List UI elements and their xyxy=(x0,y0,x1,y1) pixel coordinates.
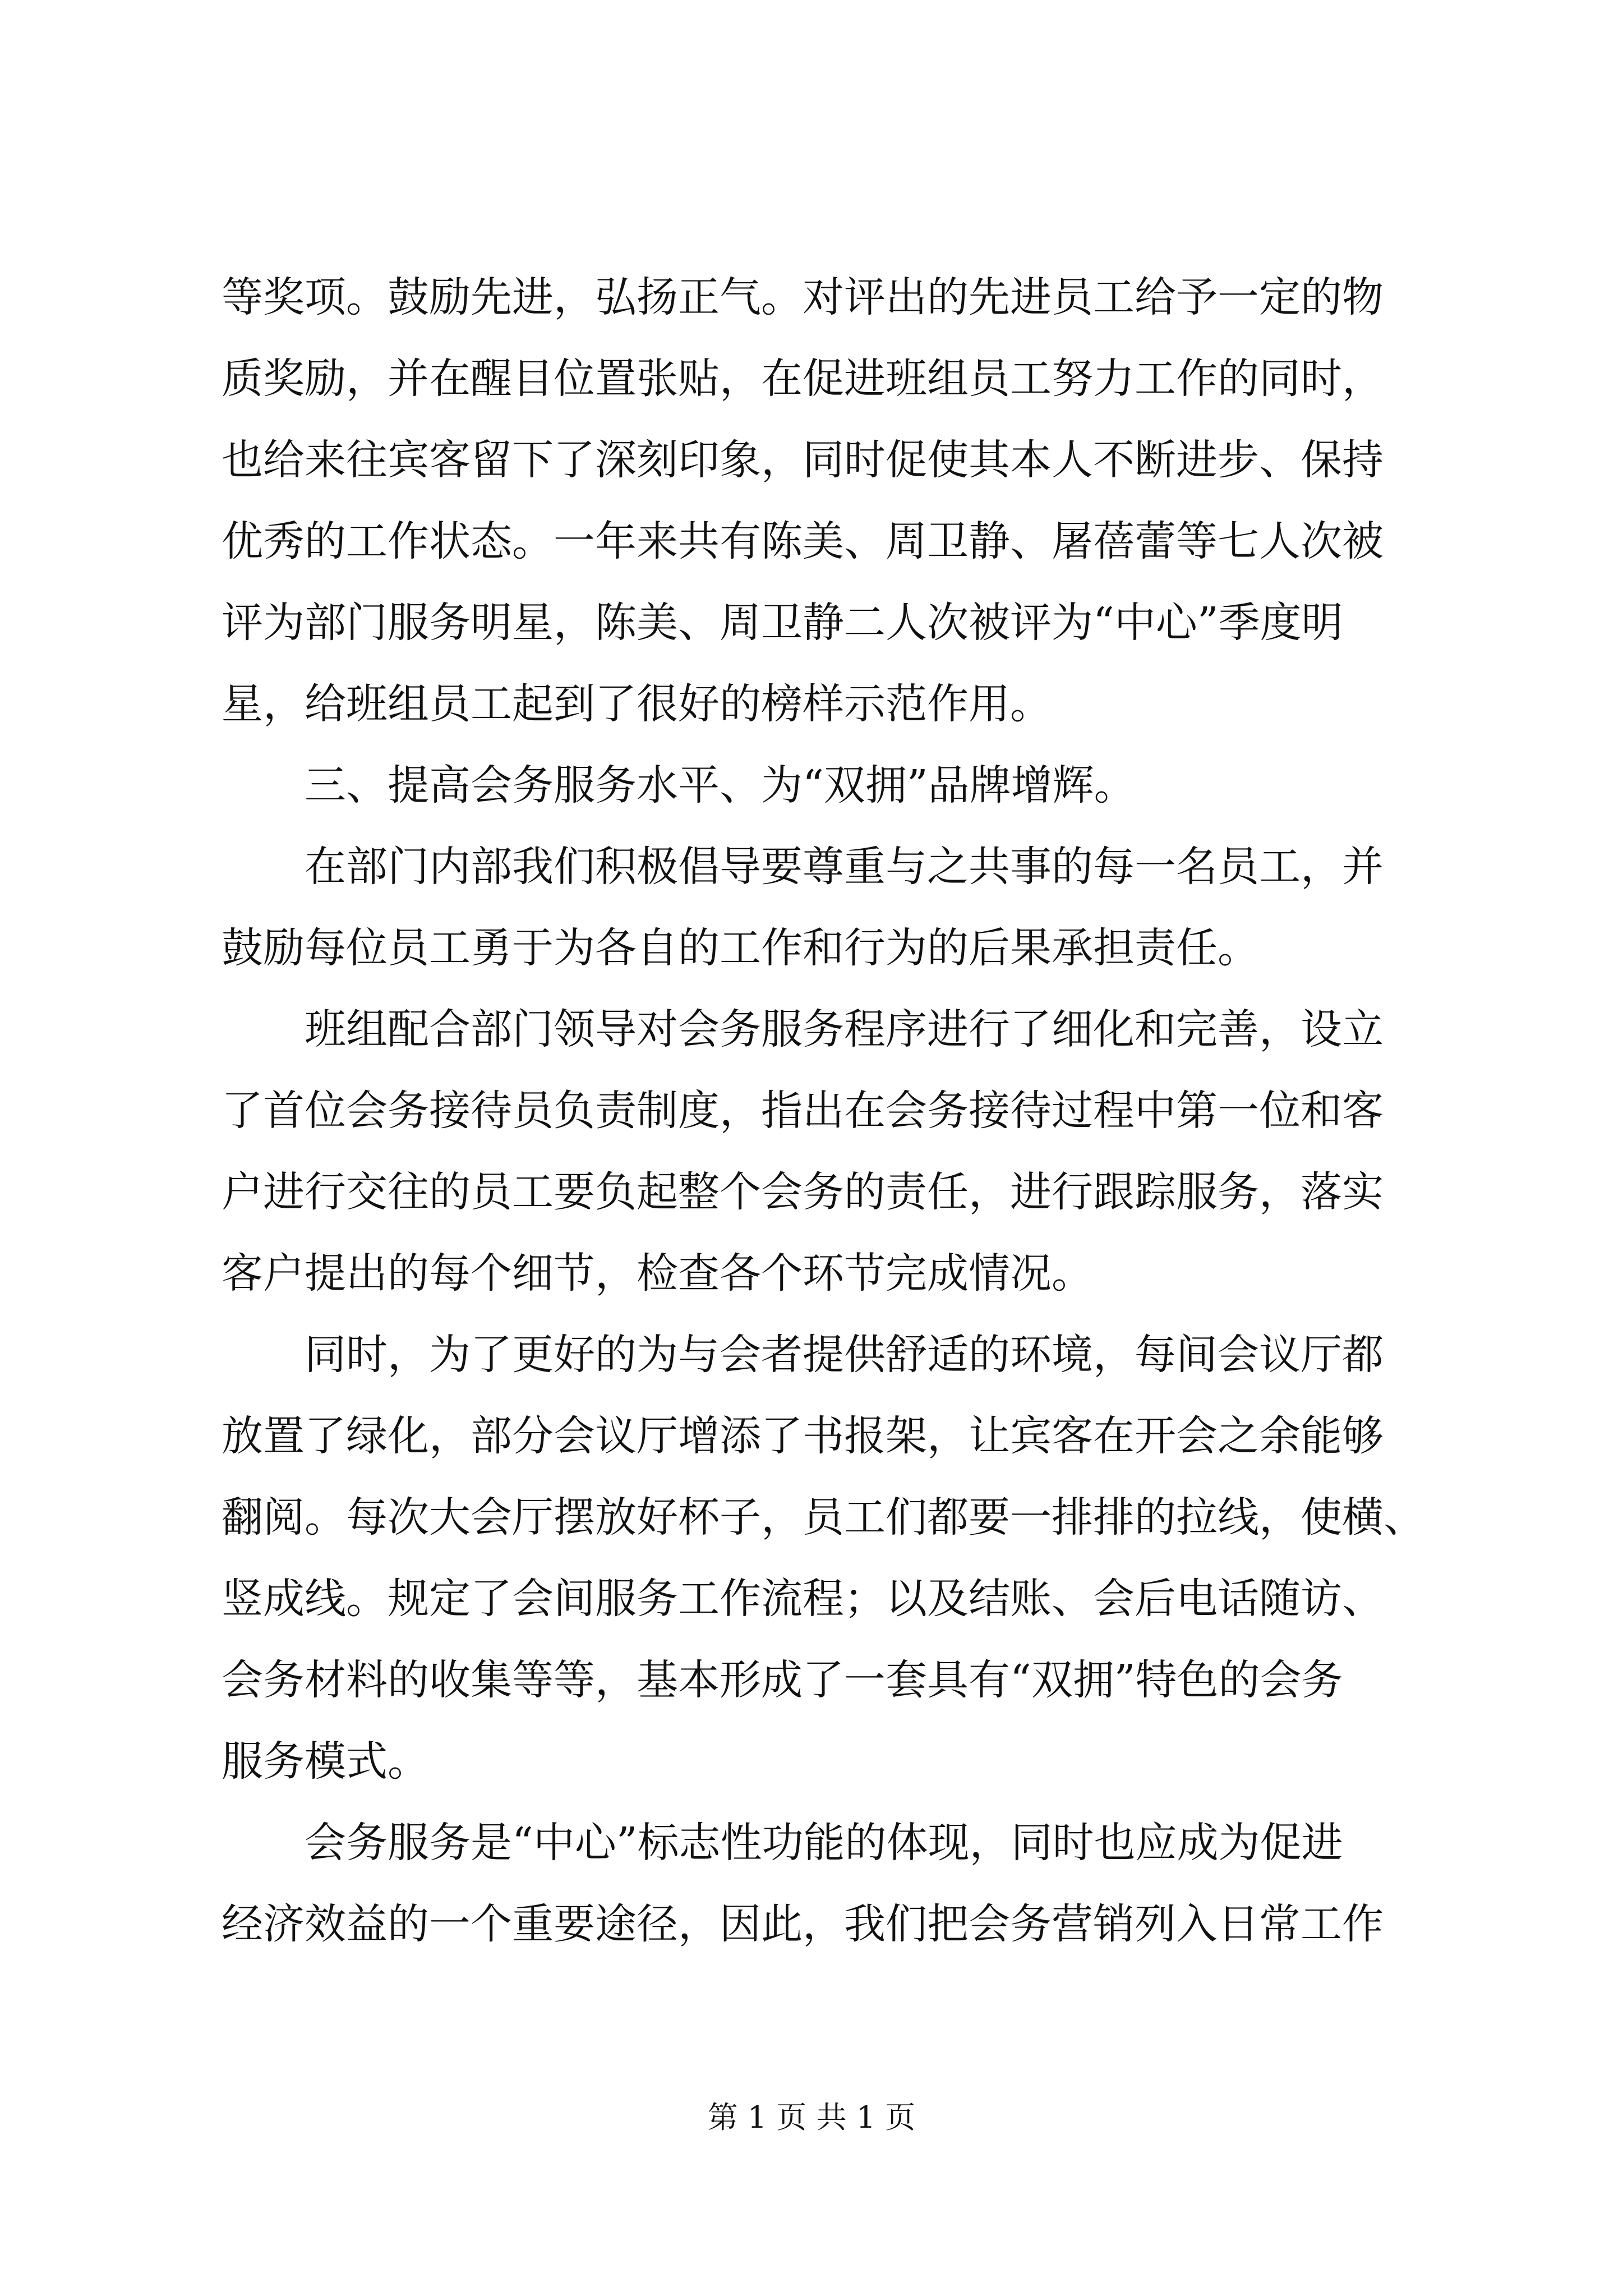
paragraph-first-line: 同时，为了更好的为与会者提供舒适的环境，每间会议厅都 xyxy=(305,1331,1384,1379)
section-heading: 三、提高会务服务水平、为“双拥”品牌增辉。 xyxy=(305,761,1136,809)
text-line: 质奖励，并在醒目位置张贴，在促进班组员工努力工作的同时， xyxy=(222,355,1384,403)
text-line: 会务材料的收集等等，基本形成了一套具有“双拥”特色的会务 xyxy=(222,1656,1343,1704)
text-line: 也给来往宾客留下了深刻印象，同时促使其本人不断进步、保持 xyxy=(222,436,1384,484)
text-line: 竖成线。规定了会间服务工作流程；以及结账、会后电话随访、 xyxy=(222,1575,1384,1623)
text-line: 鼓励每位员工勇于为各自的工作和行为的后果承担责任。 xyxy=(222,924,1259,972)
paragraph-first-line: 班组配合部门领导对会务服务程序进行了细化和完善，设立 xyxy=(305,1005,1384,1053)
text-line: 服务模式。 xyxy=(222,1737,429,1786)
text-line: 翻阅。每次大会厅摆放好杯子，员工们都要一排排的拉线，使横、 xyxy=(222,1493,1425,1542)
text-line: 星，给班组员工起到了很好的榜样示范作用。 xyxy=(222,680,1052,728)
text-line: 户进行交往的员工要负起整个会务的责任，进行跟踪服务，落实 xyxy=(222,1168,1384,1216)
text-line: 等奖项。鼓励先进，弘扬正气。对评出的先进员工给予一定的物 xyxy=(222,273,1384,321)
text-line: 经济效益的一个重要途径，因此，我们把会务营销列入日常工作 xyxy=(222,1900,1384,1948)
paragraph-first-line: 会务服务是“中心”标志性功能的体现，同时也应成为促进 xyxy=(305,1819,1343,1867)
text-line: 评为部门服务明星，陈美、周卫静二人次被评为“中心”季度明 xyxy=(222,599,1343,647)
paragraph-first-line: 在部门内部我们积极倡导要尊重与之共事的每一名员工，并 xyxy=(305,843,1384,891)
text-line: 放置了绿化，部分会议厅增添了书报架，让宾客在开会之余能够 xyxy=(222,1412,1384,1460)
page-footer: 第 1 页 共 1 页 xyxy=(707,2100,916,2135)
text-line: 优秀的工作状态。一年来共有陈美、周卫静、屠蓓蕾等七人次被 xyxy=(222,517,1384,565)
text-line: 了首位会务接待员负责制度，指出在会务接待过程中第一位和客 xyxy=(222,1087,1384,1135)
text-line: 客户提出的每个细节，检查各个环节完成情况。 xyxy=(222,1249,1093,1297)
